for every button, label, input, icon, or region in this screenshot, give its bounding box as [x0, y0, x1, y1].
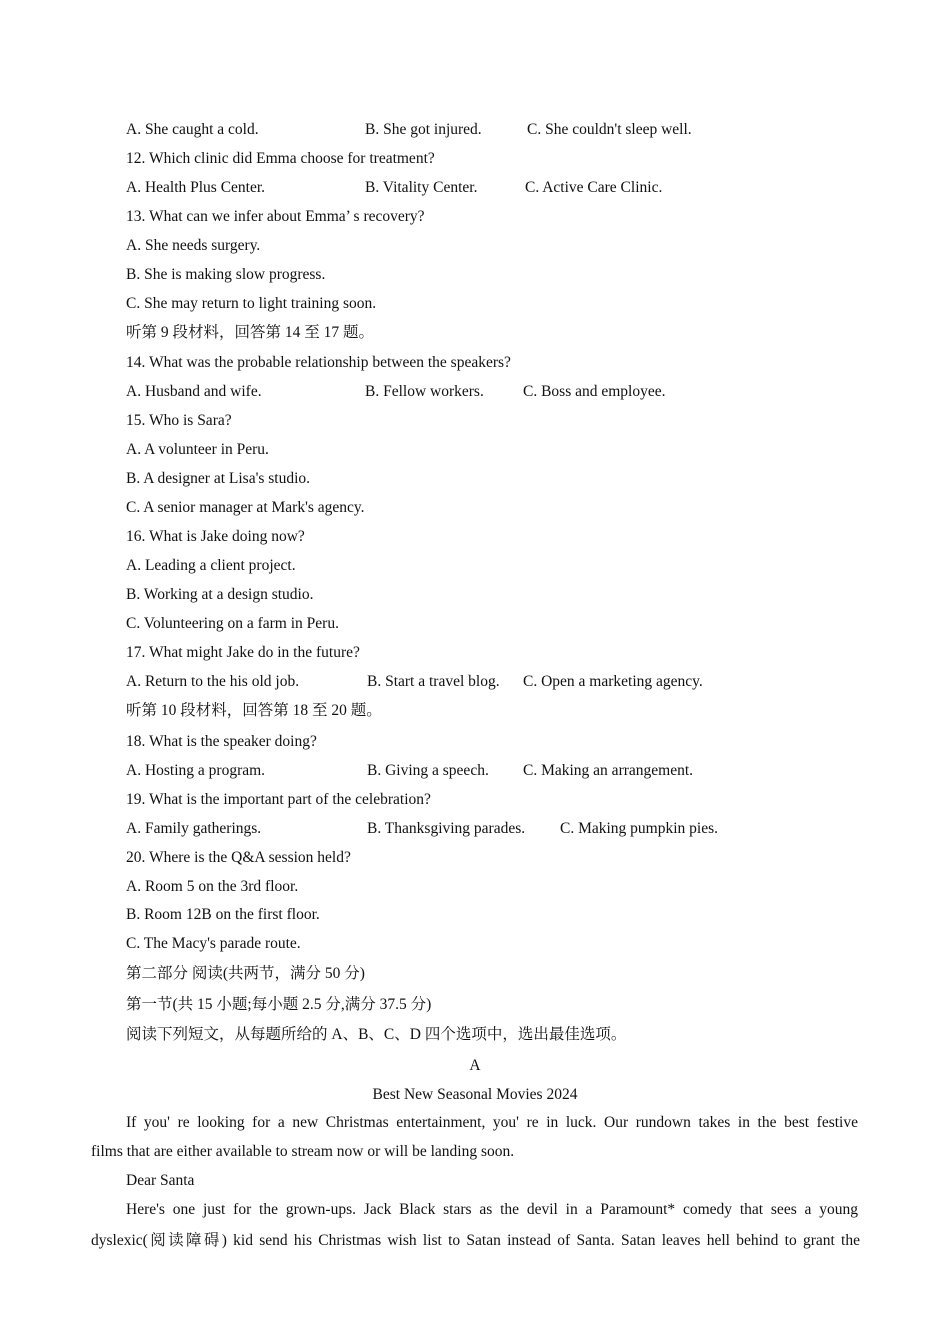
- q14-question: 14. What was the probable relationship between the speakers?: [126, 354, 511, 371]
- q13-question: 13. What can we infer about Emma’ s recovery?: [126, 208, 425, 225]
- q13-option-a: A. She needs surgery.: [126, 237, 261, 254]
- q18-question: 18. What is the speaker doing?: [126, 733, 317, 750]
- paragraph-2-line-1: Here's one just for the grown-ups. Jack Black stars as the devil in a Paramount* comedy that sees a young: [126, 1201, 858, 1218]
- q15-option-a: A. A volunteer in Peru.: [126, 441, 269, 458]
- q20-option-c: C. The Macy's parade route.: [126, 935, 301, 952]
- q15-option-b: B. A designer at Lisa's studio.: [126, 470, 311, 487]
- q17-question: 17. What might Jake do in the future?: [126, 644, 360, 661]
- q14-option-c: C. Boss and employee.: [523, 383, 666, 400]
- q12-option-c: C. Active Care Clinic.: [525, 179, 663, 196]
- reading-instruction: 阅读下列短文，从每题所给的 A、B、C、D 四个选项中，选出最佳选项。: [126, 1026, 627, 1043]
- q13-option-b: B. She is making slow progress.: [126, 266, 326, 283]
- movie-heading: Dear Santa: [126, 1172, 195, 1189]
- q12-option-a: A. Health Plus Center.: [126, 179, 266, 196]
- section-9-instruction: 听第 9 段材料，回答第 14 至 17 题。: [126, 324, 375, 341]
- q15-question: 15. Who is Sara?: [126, 412, 232, 429]
- q19-question: 19. What is the important part of the celebration?: [126, 791, 431, 808]
- q17-option-a: A. Return to the his old job.: [126, 673, 300, 690]
- part-2-title: 第二部分 阅读(共两节，满分 50 分): [126, 965, 365, 982]
- paragraph-2-line-2: dyslexic(阅读障碍) kid send his Christmas wish list to Satan instead of Santa. Satan leaves hell behind to grant the: [91, 1232, 860, 1249]
- passage-letter: A: [469, 1057, 481, 1074]
- q11-option-c: C. She couldn't sleep well.: [527, 121, 692, 138]
- section-1-title: 第一节(共 15 小题;每小题 2.5 分,满分 37.5 分): [126, 996, 432, 1013]
- q17-option-c: C. Open a marketing agency.: [523, 673, 703, 690]
- passage-title: Best New Seasonal Movies 2024: [372, 1086, 578, 1103]
- q11-option-b: B. She got injured.: [365, 121, 482, 138]
- q20-question: 20. Where is the Q&A session held?: [126, 849, 351, 866]
- q18-option-c: C. Making an arrangement.: [523, 762, 694, 779]
- q16-option-a: A. Leading a client project.: [126, 557, 296, 574]
- q19-option-a: A. Family gatherings.: [126, 820, 262, 837]
- q13-option-c: C. She may return to light training soon.: [126, 295, 377, 312]
- q12-option-b: B. Vitality Center.: [365, 179, 478, 196]
- q20-option-b: B. Room 12B on the first floor.: [126, 906, 320, 923]
- q18-option-b: B. Giving a speech.: [367, 762, 489, 779]
- q19-option-b: B. Thanksgiving parades.: [367, 820, 526, 837]
- q16-option-b: B. Working at a design studio.: [126, 586, 314, 603]
- q15-option-c: C. A senior manager at Mark's agency.: [126, 499, 365, 516]
- q17-option-b: B. Start a travel blog.: [367, 673, 500, 690]
- q16-option-c: C. Volunteering on a farm in Peru.: [126, 615, 339, 632]
- section-10-instruction: 听第 10 段材料，回答第 18 至 20 题。: [126, 702, 382, 719]
- q16-question: 16. What is Jake doing now?: [126, 528, 305, 545]
- q14-option-b: B. Fellow workers.: [365, 383, 484, 400]
- paragraph-1-line-1: If you' re looking for a new Christmas entertainment, you' re in luck. Our rundown takes in the best festive: [126, 1114, 858, 1131]
- q19-option-c: C. Making pumpkin pies.: [560, 820, 719, 837]
- q11-option-a: A. She caught a cold.: [126, 121, 259, 138]
- q14-option-a: A. Husband and wife.: [126, 383, 262, 400]
- q20-option-a: A. Room 5 on the 3rd floor.: [126, 878, 299, 895]
- q18-option-a: A. Hosting a program.: [126, 762, 266, 779]
- q12-question: 12. Which clinic did Emma choose for treatment?: [126, 150, 435, 167]
- paragraph-1-line-2: films that are either available to stream now or will be landing soon.: [91, 1143, 515, 1160]
